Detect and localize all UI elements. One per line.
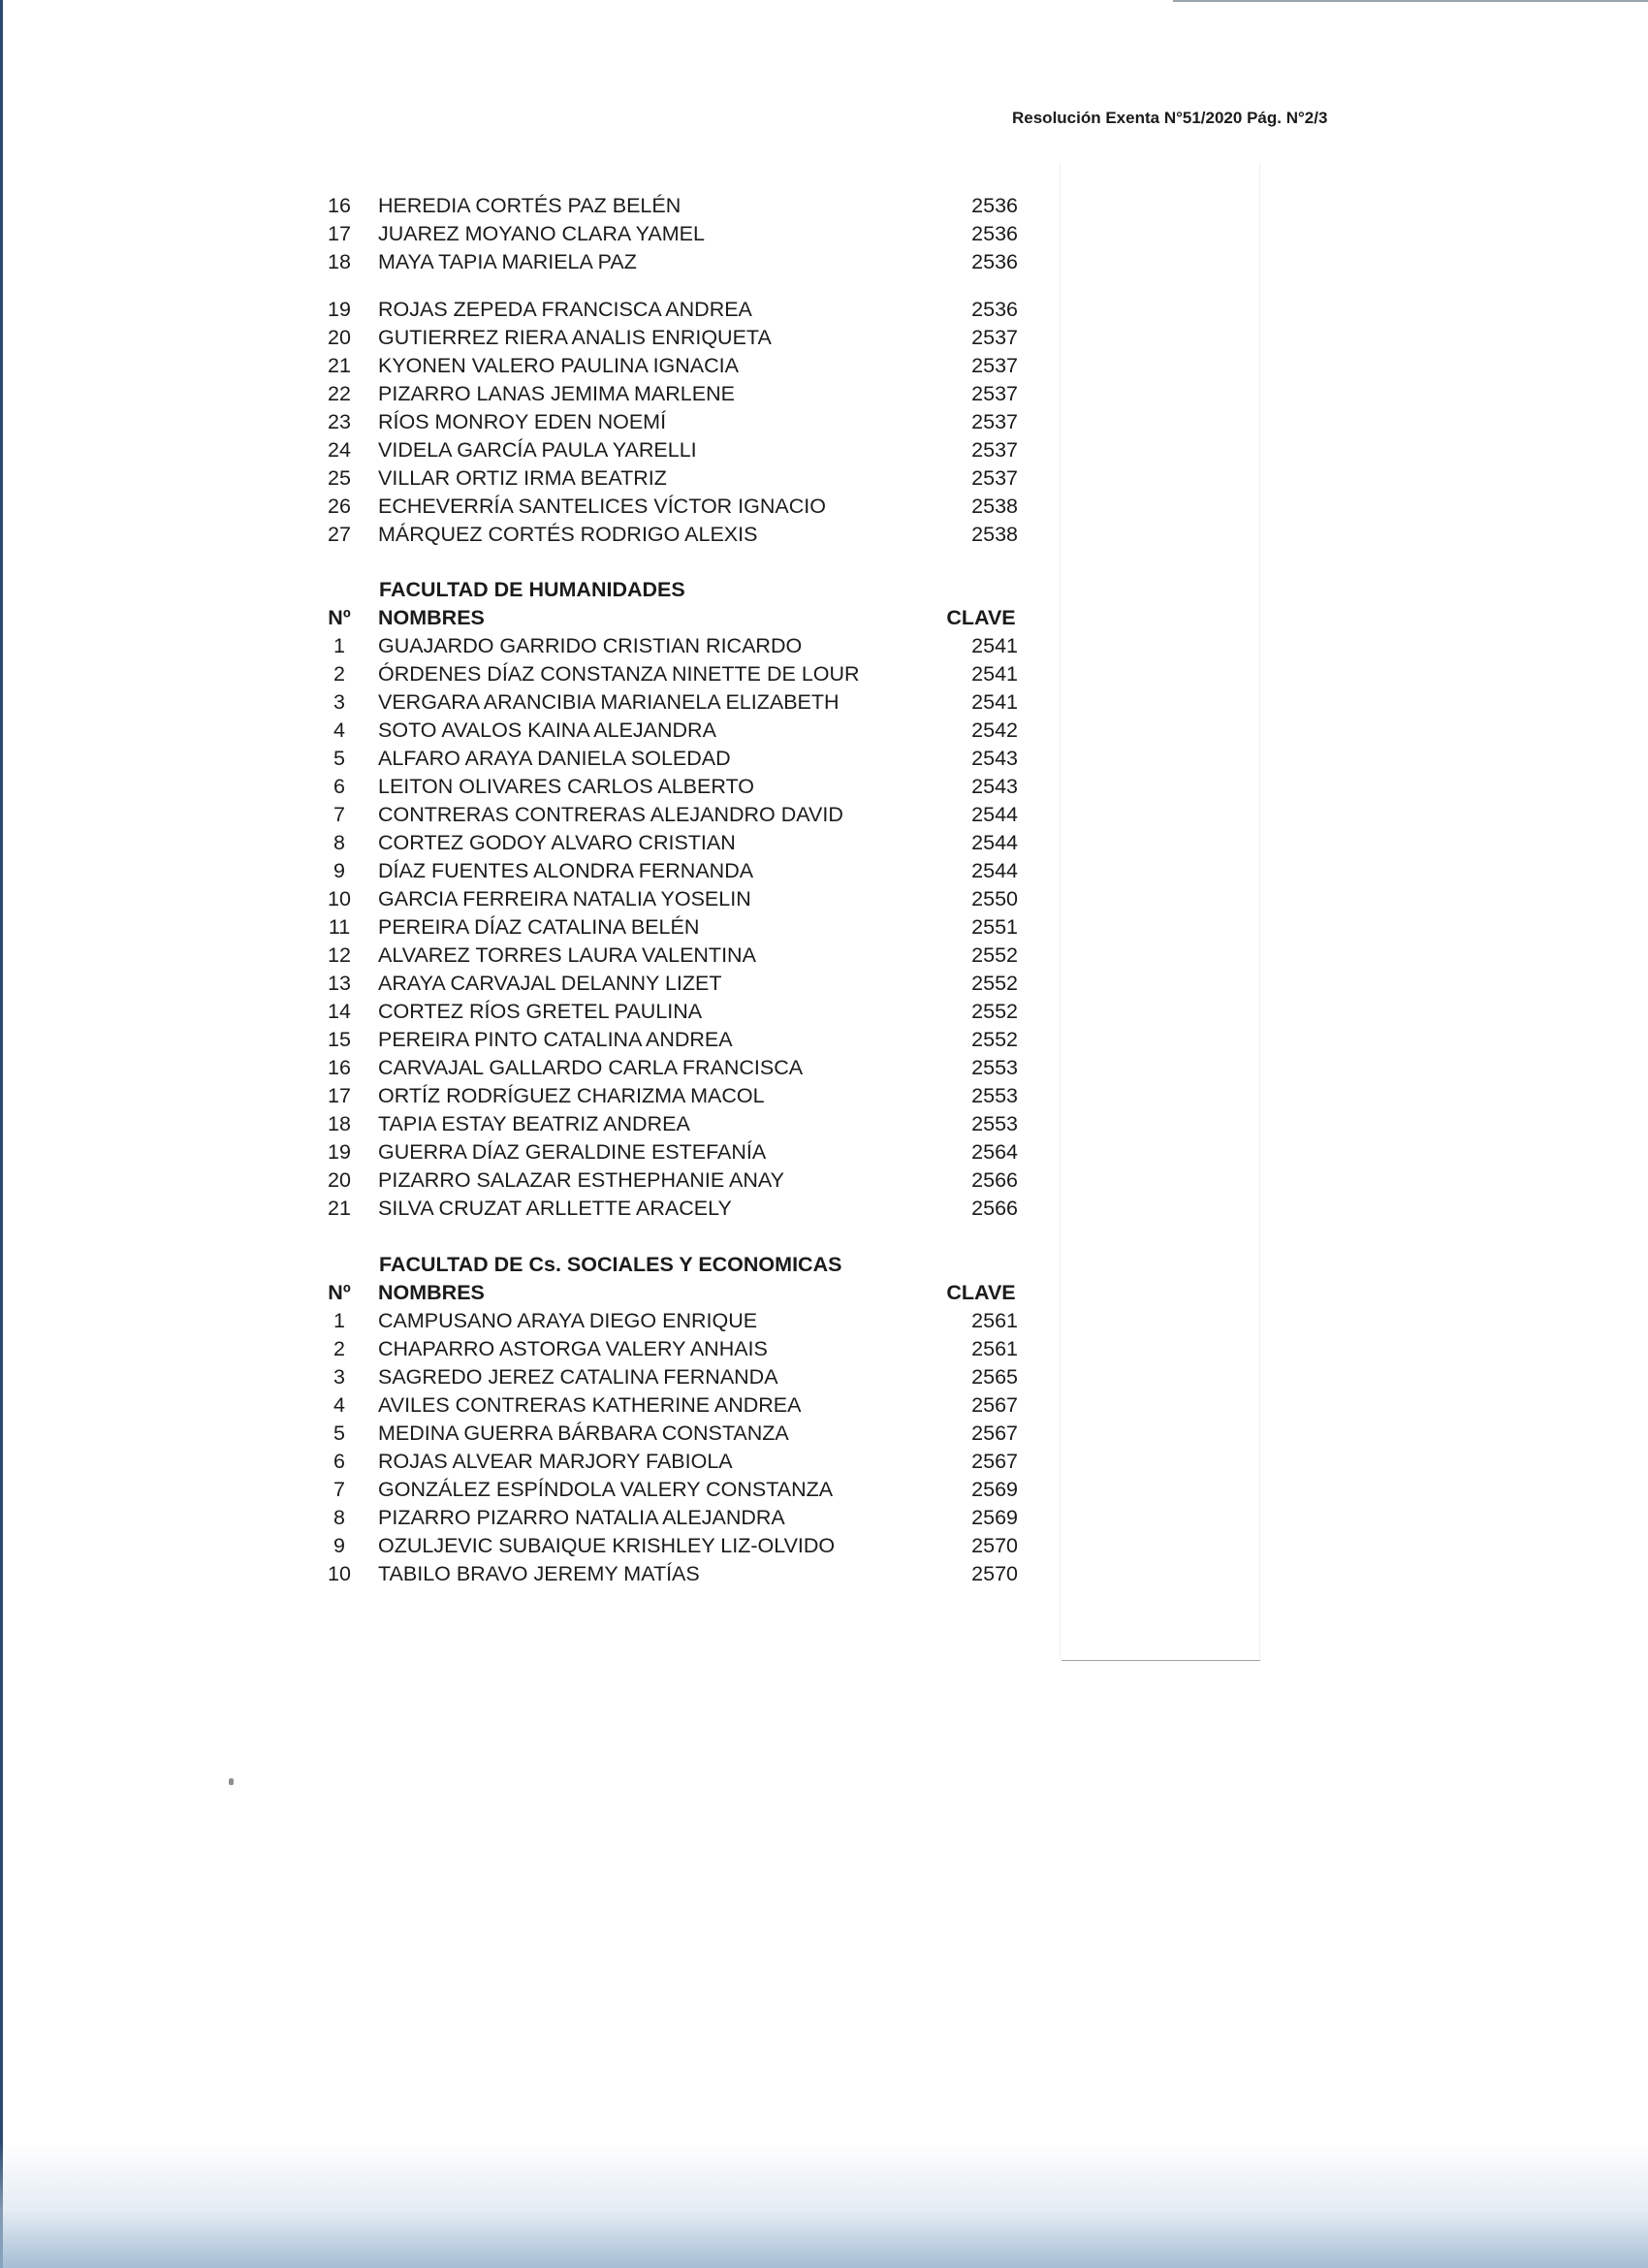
row-name: JUAREZ MOYANO CLARA YAMEL (378, 222, 705, 245)
row-name: MÁRQUEZ CORTÉS RODRIGO ALEXIS (378, 523, 758, 546)
list-row (320, 885, 1028, 913)
row-clave: 2567 (971, 1450, 1018, 1473)
row-name: KYONEN VALERO PAULINA IGNACIA (378, 354, 739, 377)
row-number: 1 (333, 1309, 345, 1332)
row-clave: 2537 (971, 438, 1018, 462)
row-clave: 2550 (971, 887, 1018, 910)
row-number: 8 (333, 1506, 345, 1529)
column-header-number: Nº (328, 1281, 351, 1304)
row-clave: 2565 (971, 1365, 1018, 1389)
row-name: VIDELA GARCÍA PAULA YARELLI (378, 438, 697, 462)
row-number: 10 (328, 887, 351, 910)
row-name: CORTEZ RÍOS GRETEL PAULINA (378, 1000, 703, 1023)
row-clave: 2553 (971, 1112, 1018, 1135)
list-row (320, 352, 1028, 380)
row-clave: 2537 (971, 354, 1018, 377)
list-row (320, 632, 1028, 660)
row-name: PEREIRA PINTO CATALINA ANDREA (378, 1028, 733, 1051)
list-row (320, 464, 1028, 493)
row-name: RÍOS MONROY EDEN NOEMÍ (378, 410, 667, 433)
row-name: OZULJEVIC SUBAIQUE KRISHLEY LIZ-OLVIDO (378, 1534, 836, 1557)
row-number: 8 (333, 831, 345, 854)
list-row (320, 220, 1028, 248)
list-row (320, 1560, 1028, 1588)
row-number: 24 (328, 438, 351, 462)
row-clave: 2561 (971, 1309, 1018, 1332)
row-number: 3 (333, 1365, 345, 1389)
row-clave: 2536 (971, 194, 1018, 217)
row-name: CAMPUSANO ARAYA DIEGO ENRIQUE (378, 1309, 758, 1332)
list-row (320, 380, 1028, 408)
row-clave: 2553 (971, 1056, 1018, 1079)
faculty-sociales-section (320, 1251, 1028, 1588)
row-clave: 2538 (971, 495, 1018, 518)
list-row (320, 1026, 1028, 1054)
row-name: MAYA TAPIA MARIELA PAZ (378, 250, 637, 273)
row-name: GONZÁLEZ ESPÍNDOLA VALERY CONSTANZA (378, 1478, 834, 1501)
row-name: ALVAREZ TORRES LAURA VALENTINA (378, 943, 756, 967)
row-number: 13 (328, 972, 351, 995)
row-name: SILVA CRUZAT ARLLETTE ARACELY (378, 1197, 732, 1220)
list-row (320, 1532, 1028, 1560)
list-row (320, 801, 1028, 829)
row-name: ORTÍZ RODRÍGUEZ CHARIZMA MACOL (378, 1084, 765, 1107)
row-clave: 2537 (971, 382, 1018, 405)
row-name: GUAJARDO GARRIDO CRISTIAN RICARDO (378, 634, 803, 657)
row-name: ARAYA CARVAJAL DELANNY LIZET (378, 972, 722, 995)
scan-ghost-rule (1062, 1660, 1260, 1661)
row-number: 7 (333, 1478, 345, 1501)
row-name: CORTEZ GODOY ALVARO CRISTIAN (378, 831, 736, 854)
column-header-row (320, 604, 1028, 632)
row-clave: 2569 (971, 1478, 1018, 1501)
row-number: 18 (328, 250, 351, 273)
row-number: 11 (328, 915, 351, 939)
row-clave: 2544 (971, 803, 1018, 826)
list-row (320, 1166, 1028, 1195)
row-number: 5 (333, 1421, 345, 1445)
row-name: VILLAR ORTIZ IRMA BEATRIZ (378, 466, 667, 490)
list-row (320, 324, 1028, 352)
column-header-names: NOMBRES (378, 1281, 485, 1304)
row-number: 17 (328, 1084, 351, 1107)
row-number: 2 (333, 662, 345, 686)
scan-speck (229, 1778, 234, 1785)
row-name: CHAPARRO ASTORGA VALERY ANHAIS (378, 1337, 768, 1360)
row-name: MEDINA GUERRA BÁRBARA CONSTANZA (378, 1421, 789, 1445)
row-name: GARCIA FERREIRA NATALIA YOSELIN (378, 887, 751, 910)
row-clave: 2537 (971, 410, 1018, 433)
list-row (320, 408, 1028, 436)
list-row (320, 829, 1028, 857)
row-number: 1 (333, 634, 345, 657)
row-number: 12 (328, 943, 351, 967)
row-clave: 2552 (971, 972, 1018, 995)
scan-bottom-shade (0, 2142, 1648, 2268)
row-number: 5 (333, 747, 345, 770)
row-clave: 2552 (971, 1028, 1018, 1051)
row-name: SAGREDO JEREZ CATALINA FERNANDA (378, 1365, 778, 1389)
row-number: 21 (328, 1197, 351, 1220)
row-clave: 2536 (971, 298, 1018, 321)
row-name: HEREDIA CORTÉS PAZ BELÉN (378, 194, 681, 217)
faculty-rows (320, 632, 1028, 1223)
row-clave: 2570 (971, 1562, 1018, 1585)
list-row (320, 1082, 1028, 1110)
column-header-number: Nº (328, 606, 351, 629)
row-name: DÍAZ FUENTES ALONDRA FERNANDA (378, 859, 754, 882)
row-name: VERGARA ARANCIBIA MARIANELA ELIZABETH (378, 690, 840, 714)
row-clave: 2570 (971, 1534, 1018, 1557)
row-name: GUERRA DÍAZ GERALDINE ESTEFANÍA (378, 1140, 767, 1164)
row-name: GUTIERREZ RIERA ANALIS ENRIQUETA (378, 326, 772, 349)
row-clave: 2564 (971, 1140, 1018, 1164)
row-number: 9 (333, 1534, 345, 1557)
list-row (320, 1307, 1028, 1335)
row-clave: 2541 (971, 662, 1018, 686)
faculty-title: FACULTAD DE HUMANIDADES (379, 578, 685, 601)
list-row (320, 660, 1028, 688)
row-clave: 2544 (971, 831, 1018, 854)
list-row (320, 1054, 1028, 1082)
list-row (320, 1391, 1028, 1420)
list-row (320, 1504, 1028, 1532)
row-number: 16 (328, 1056, 351, 1079)
row-clave: 2536 (971, 222, 1018, 245)
faculty-humanidades-section (320, 576, 1028, 1223)
row-name: SOTO AVALOS KAINA ALEJANDRA (378, 719, 716, 742)
row-number: 19 (328, 1140, 351, 1164)
row-number: 14 (328, 1000, 351, 1023)
row-number: 19 (328, 298, 351, 321)
row-clave: 2536 (971, 250, 1018, 273)
row-name: AVILES CONTRERAS KATHERINE ANDREA (378, 1393, 802, 1417)
row-name: ÓRDENES DÍAZ CONSTANZA NINETTE DE LOUR (378, 662, 860, 686)
row-clave: 2552 (971, 1000, 1018, 1023)
row-name: PEREIRA DÍAZ CATALINA BELÉN (378, 915, 700, 939)
row-clave: 2567 (971, 1421, 1018, 1445)
row-number: 10 (328, 1562, 351, 1585)
list-row (320, 1476, 1028, 1504)
list-row (320, 436, 1028, 464)
faculty-title: FACULTAD DE Cs. SOCIALES Y ECONOMICAS (379, 1253, 842, 1276)
row-number: 2 (333, 1337, 345, 1360)
list-row (320, 1110, 1028, 1138)
list-row (320, 1420, 1028, 1448)
scan-left-edge (0, 0, 3, 2268)
row-name: PIZARRO PIZARRO NATALIA ALEJANDRA (378, 1506, 785, 1529)
row-number: 20 (328, 326, 351, 349)
row-clave: 2561 (971, 1337, 1018, 1360)
row-number: 23 (328, 410, 351, 433)
row-name: CONTRERAS CONTRERAS ALEJANDRO DAVID (378, 803, 843, 826)
row-number: 4 (333, 1393, 345, 1417)
row-clave: 2541 (971, 634, 1018, 657)
list-row (320, 1363, 1028, 1391)
row-clave: 2543 (971, 775, 1018, 798)
row-number: 18 (328, 1112, 351, 1135)
list-row (320, 521, 1028, 549)
list-row (320, 688, 1028, 717)
row-number: 27 (328, 523, 351, 546)
list-row (320, 1448, 1028, 1476)
row-clave: 2538 (971, 523, 1018, 546)
row-name: CARVAJAL GALLARDO CARLA FRANCISCA (378, 1056, 804, 1079)
row-clave: 2552 (971, 943, 1018, 967)
list-row (320, 745, 1028, 773)
row-name: PIZARRO LANAS JEMIMA MARLENE (378, 382, 735, 405)
row-clave: 2542 (971, 719, 1018, 742)
row-number: 15 (328, 1028, 351, 1051)
continuation-list-a (320, 192, 1028, 276)
page-header: Resolución Exenta N°51/2020 Pág. N°2/3 (1012, 109, 1328, 127)
list-row (320, 1195, 1028, 1223)
list-row (320, 296, 1028, 324)
row-clave: 2537 (971, 326, 1018, 349)
row-name: ECHEVERRÍA SANTELICES VÍCTOR IGNACIO (378, 495, 826, 518)
row-number: 25 (328, 466, 351, 490)
continuation-list-b (320, 296, 1028, 549)
column-header-names: NOMBRES (378, 606, 485, 629)
row-clave: 2544 (971, 859, 1018, 882)
row-number: 22 (328, 382, 351, 405)
row-name: PIZARRO SALAZAR ESTHEPHANIE ANAY (378, 1168, 784, 1192)
row-number: 26 (328, 495, 351, 518)
row-number: 16 (328, 194, 351, 217)
row-name: ROJAS ALVEAR MARJORY FABIOLA (378, 1450, 733, 1473)
list-row (320, 717, 1028, 745)
list-row (320, 248, 1028, 276)
row-name: TABILO BRAVO JEREMY MATÍAS (378, 1562, 700, 1585)
column-header-clave: CLAVE (946, 1281, 1016, 1304)
row-clave: 2541 (971, 690, 1018, 714)
row-number: 4 (333, 719, 345, 742)
list-row (320, 192, 1028, 220)
row-clave: 2537 (971, 466, 1018, 490)
row-number: 20 (328, 1168, 351, 1192)
list-row (320, 493, 1028, 521)
row-clave: 2569 (971, 1506, 1018, 1529)
row-number: 3 (333, 690, 345, 714)
list-row (320, 970, 1028, 998)
row-clave: 2543 (971, 747, 1018, 770)
row-name: LEITON OLIVARES CARLOS ALBERTO (378, 775, 754, 798)
row-name: TAPIA ESTAY BEATRIZ ANDREA (378, 1112, 690, 1135)
row-clave: 2551 (971, 915, 1018, 939)
row-number: 7 (333, 803, 345, 826)
list-row (320, 773, 1028, 801)
row-number: 21 (328, 354, 351, 377)
list-row (320, 1335, 1028, 1363)
faculty-rows (320, 1307, 1028, 1588)
row-number: 9 (333, 859, 345, 882)
row-clave: 2566 (971, 1168, 1018, 1192)
scan-ghost-box (1060, 163, 1260, 1661)
list-row (320, 913, 1028, 942)
list-row (320, 1138, 1028, 1166)
column-header-row (320, 1279, 1028, 1307)
row-clave: 2567 (971, 1393, 1018, 1417)
list-row (320, 998, 1028, 1026)
row-name: ROJAS ZEPEDA FRANCISCA ANDREA (378, 298, 752, 321)
scan-top-line (1173, 0, 1648, 2)
row-clave: 2566 (971, 1197, 1018, 1220)
row-name: ALFARO ARAYA DANIELA SOLEDAD (378, 747, 731, 770)
row-clave: 2553 (971, 1084, 1018, 1107)
row-number: 6 (333, 775, 345, 798)
row-number: 17 (328, 222, 351, 245)
list-row (320, 857, 1028, 885)
row-number: 6 (333, 1450, 345, 1473)
list-row (320, 942, 1028, 970)
column-header-clave: CLAVE (946, 606, 1016, 629)
